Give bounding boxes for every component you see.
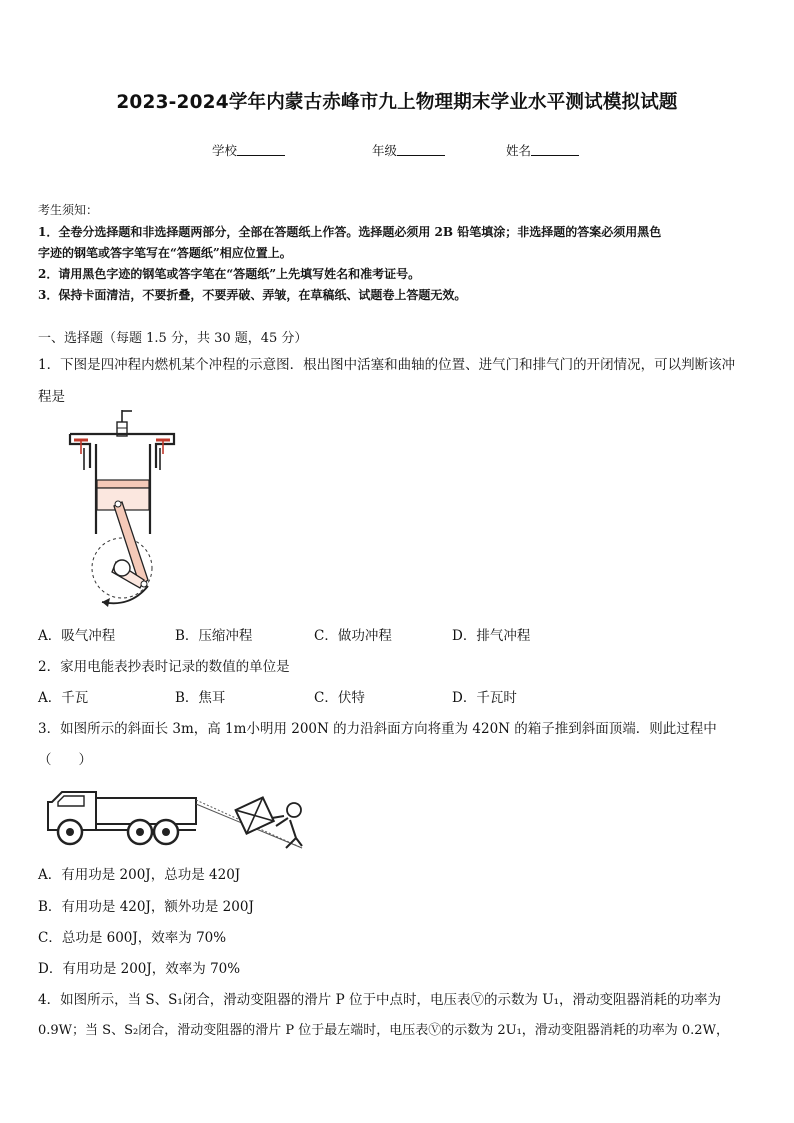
q2-option-b[interactable]: B．焦耳 [175, 690, 226, 706]
name-field[interactable] [506, 141, 579, 159]
q3-text-line1: 3．如图所示的斜面长 3m，高 1m小明用 200N 的力沿斜面方向将重为 420N 的箱子推到斜面顶端．则此过程中 [38, 721, 717, 737]
school-blank[interactable] [237, 143, 285, 156]
notice-item-1: 1．全卷分选择题和非选择题两部分，全部在答题纸上作答。选择题必须用 2B 铅笔填涂；非选择题的答案必须用黑色 [38, 225, 662, 239]
q1-option-d[interactable]: D．排气冲程 [452, 628, 531, 644]
q2-option-a[interactable]: A．千瓦 [38, 690, 89, 706]
q1-option-c[interactable]: C．做功冲程 [314, 628, 392, 644]
notice-item-1-cont: 字迹的钢笔或答字笔写在“答题纸”相应位置上。 [38, 246, 292, 260]
name-label: 姓名 [506, 143, 532, 158]
q2-option-c[interactable]: C．伏特 [314, 690, 365, 706]
q3-text-line2: （ ） [38, 752, 92, 768]
name-blank[interactable] [531, 143, 579, 156]
school-label: 学校 [212, 143, 238, 158]
q4-text-line2: 0.9W；当 S、S₂闭合，滑动变阻器的滑片 P 位于最左端时，电压表Ⓥ的示数为 2U₁，滑动变阻器消耗的功率为 0.2W， [38, 1023, 729, 1038]
q2-text: 2．家用电能表抄表时记录的数值的单位是 [38, 659, 290, 675]
q1-option-a[interactable]: A．吸气冲程 [38, 628, 116, 644]
q3-option-c[interactable]: C．总功是 600J，效率为 70% [38, 930, 227, 946]
school-field[interactable] [212, 141, 285, 159]
grade-field[interactable] [372, 141, 445, 159]
q2-option-d[interactable]: D．千瓦时 [452, 690, 517, 706]
q1-option-b[interactable]: B．压缩冲程 [175, 628, 253, 644]
notice-heading: 考生须知： [38, 203, 99, 217]
truck-ramp-diagram [44, 772, 306, 854]
q4-text-line1: 4．如图所示，当 S、S₁闭合，滑动变阻器的滑片 P 位于中点时，电压表Ⓥ的示数为 U₁，滑动变阻器消耗的功率为 [38, 992, 722, 1008]
grade-label: 年级 [372, 143, 398, 158]
q1-text-line1: 1．下图是四冲程内燃机某个冲程的示意图．根出图中活塞和曲轴的位置、进气门和排气门的开闭情况，可以判断该冲 [38, 357, 736, 373]
q3-option-a[interactable]: A．有用功是 200J，总功是 420J [38, 867, 241, 883]
q1-text-line2: 程是 [38, 389, 65, 405]
notice-item-3: 3．保持卡面清洁，不要折叠，不要弄破、弄皱，在草稿纸、试题卷上答题无效。 [38, 288, 467, 302]
notice-item-2: 2．请用黑色字迹的钢笔或答字笔在“答题纸”上先填写姓名和准考证号。 [38, 267, 421, 281]
q3-option-b[interactable]: B．有用功是 420J，额外功是 200J [38, 899, 254, 915]
engine-diagram [60, 408, 180, 613]
page-title: 2023-2024学年内蒙古赤峰市九上物理期末学业水平测试模拟试题 [116, 92, 678, 113]
q3-option-d[interactable]: D．有用功是 200J，效率为 70% [38, 961, 241, 977]
grade-blank[interactable] [397, 143, 445, 156]
section-heading: 一、选择题（每题 1.5 分，共 30 题，45 分） [38, 331, 308, 346]
